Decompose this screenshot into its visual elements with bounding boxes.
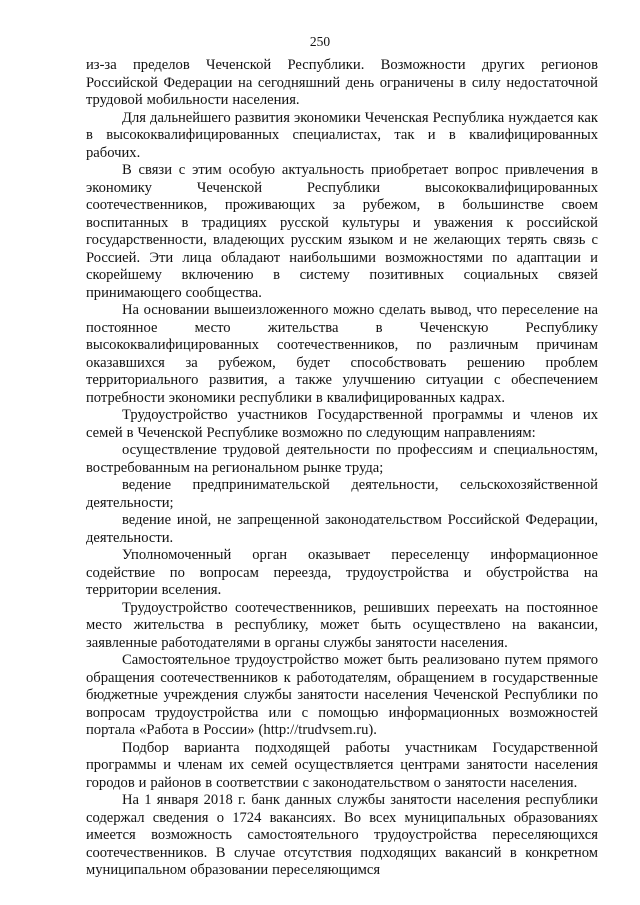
- paragraph-authorized-body: Уполномоченный орган оказывает переселенцу информационное содействие по вопросам переезда, трудоустройства и обустройства на территории вселения.: [86, 547, 598, 598]
- paragraph-employment-directions: Трудоустройство участников Государственной программы и членов их семей в Чеченской Республике возможно по следующим направлениям:: [86, 407, 598, 441]
- paragraph-vacancies: Трудоустройство соотечественников, решивших переехать на постоянное место жительства в республику, может быть осуществлено на вакансии, заявленные работодателями в органы службы занятости населения.: [86, 599, 598, 651]
- page-number: 250: [309, 34, 331, 49]
- paragraph-compatriots-relevance: В связи с этим особую актуальность приобретает вопрос привлечения в экономику Чеченской Республики высококвалифицированных соотечественников, проживающих за рубежом, в большинстве своем воспитанных в традициях русской культуры и уважения к российской государственности, владеющих русским языком и не желающих терять связь с Россией. Эти лица обладают наибольшими возможностями по адаптации и скорейшему включению в систему позитивных социальных связей принимающего сообщества.: [86, 162, 598, 301]
- paragraph-job-selection: Подбор варианта подходящей работы участникам Государственной программы и членам их семей осуществляется центрами занятости населения городов и районов в соответствии с законодательством о занятости населения.: [86, 739, 598, 791]
- paragraph-vacancy-bank: На 1 января 2018 г. банк данных службы занятости населения республики содержал сведения о 1724 вакансиях. Во всех муниципальных образованиях имеется возможность самостоятельного трудоустройства переселяющихся соотечественников. В случае отсутствия подходящих вакансий в конкретном муниципальном образовании переселяющимся: [86, 792, 598, 878]
- paragraph-self-employment: Самостоятельное трудоустройство может быть реализовано путем прямого обращения соотечественников к работодателям, обращением в государственные бюджетные учреждения службы занятости населения Чеченской Республики по вопросам трудоустройства или с помощью информационных возможностей портала «Работа в России» (http://trudvsem.ru).: [86, 652, 598, 738]
- list-item-labor-activity: осуществление трудовой деятельности по профессиям и специальностям, востребованным на региональном рынке труда;: [86, 442, 598, 476]
- list-item-other-activity: ведение иной, не запрещенной законодательством Российской Федерации, деятельности.: [86, 512, 598, 546]
- paragraph-continuation: из-за пределов Чеченской Республики. Возможности других регионов Российской Федерации на сегодняшний день ограничены в силу недостаточной трудовой мобильности населения.: [86, 57, 598, 108]
- paragraph-economy-needs: Для дальнейшего развития экономики Чеченская Республика нуждается как в высококвалифицированных специалистах, так и в квалифицированных рабочих.: [86, 109, 598, 161]
- paragraph-conclusion: На основании вышеизложенного можно сделать вывод, что переселение на постоянное место жительства в Чеченскую Республику высококвалифицированных соотечественников, по различным причинам оказавшихся за рубежом, будет способствовать решению проблем территориального развития, а также улучшению ситуации с обеспечением потребности экономики республики в квалифицированных кадрах.: [86, 302, 598, 406]
- body-text: [86, 57, 598, 880]
- list-item-entrepreneurship: ведение предпринимательской деятельности, сельскохозяйственной деятельности;: [86, 477, 598, 511]
